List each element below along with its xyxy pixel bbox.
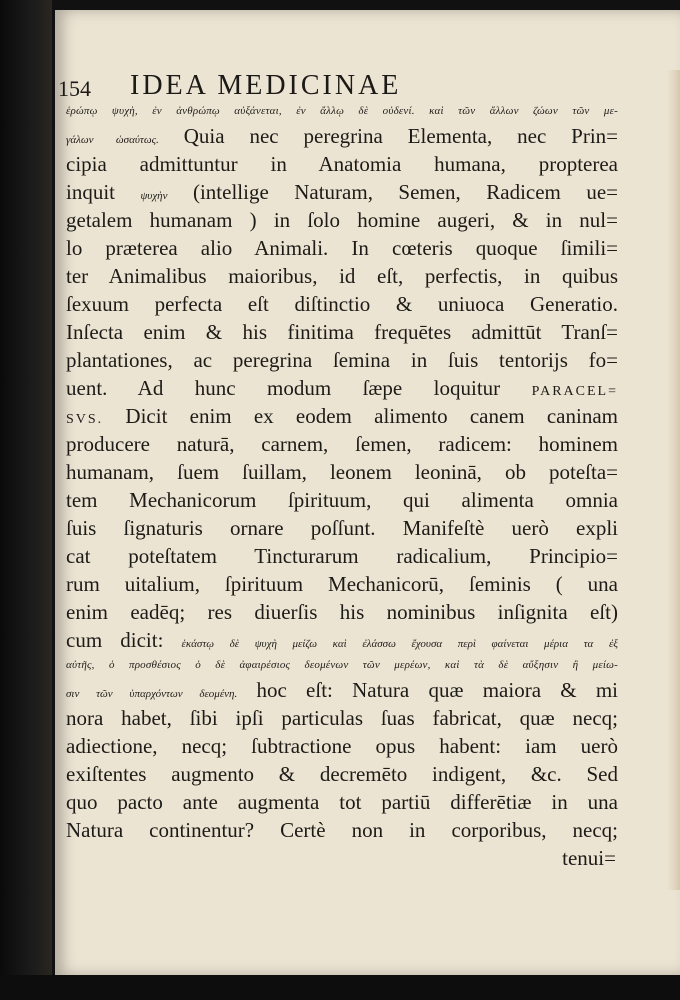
text-line-2 — [66, 122, 618, 150]
text-line-13: producere naturā, carnem, ſemen, radicem: hominem — [66, 432, 618, 456]
text-line-14: humanam, ſuem ſuillam, leonem leoninā, ob poteſta= — [66, 460, 618, 484]
page-bottom-shadow — [0, 975, 680, 1000]
latin-phrase: hoc eſt: Natura quæ maiora & mi — [237, 678, 618, 702]
text-line-11 — [66, 374, 618, 402]
text-line-27: Natura continentur? Certè non in corporibus, necq; — [66, 818, 618, 842]
text-line-4 — [66, 178, 618, 206]
text-line-6: lo præterea alio Animali. In cœteris quoque ſimili= — [66, 236, 618, 260]
page-number: 154 — [58, 76, 91, 101]
latin-phrase: Dicit enim ex eodem alimento canem caninam — [103, 404, 618, 428]
text-line-10: plantationes, ac peregrina ſemina in ſuis tentorijs fo= — [66, 348, 618, 372]
greek-phrase: ἑκάστῳ δὲ ψυχὴ μείζω καὶ ἐλάσσω ἔχουσα περὶ φαίνεται μέρια τα ἐξ — [181, 638, 618, 650]
page-edge-stain — [666, 70, 680, 890]
latin-phrase: Quia nec peregrina Elementa, nec Prin= — [158, 124, 619, 148]
text-line-1: ἑρώπῳ ψυχὴ, ἐν ἀνθρώπῳ αὐξάνεται, ἐν ἄλλῳ δὲ οὐδενί. καὶ τῶν ἄλλων ζώων τῶν με- — [66, 105, 618, 117]
text-line-12 — [66, 402, 618, 430]
catchword: tenui= — [562, 846, 616, 870]
book-spine-shadow — [0, 0, 52, 1000]
text-line-26: quo pacto ante augmenta tot partiū differētiæ in una — [66, 790, 618, 814]
text-line-23: nora habet, ſibi ipſi particulas ſuas fabricat, quæ necq; — [66, 706, 618, 730]
greek-phrase: ψυχὴν — [140, 190, 168, 202]
latin-phrase: uent. Ad hunc modum ſæpe loquitur — [66, 376, 532, 400]
text-line-25: exiſtentes augmento & decremēto indigent, &c. Sed — [66, 762, 618, 786]
text-line-8: ſexuum perfecta eſt diſtinctio & uniuoca Generatio. — [66, 292, 618, 316]
author-name-caps: PARACEL= — [531, 384, 618, 399]
latin-phrase: (intellige Naturam, Semen, Radicem ue= — [167, 180, 618, 204]
text-line-24: adiectione, necq; ſubtractione opus habent: iam uerò — [66, 734, 618, 758]
body-text — [66, 100, 618, 872]
text-line-3: cipia admittuntur in Anatomia humana, propterea — [66, 152, 618, 176]
text-line-19: enim eadēq; res diuerſis his nominibus inſignita eſt) — [66, 600, 618, 624]
latin-phrase: cum dicit: — [66, 628, 182, 652]
text-line-7: ter Animalibus maioribus, id eſt, perfectis, in quibus — [66, 264, 618, 288]
text-line-9: Inſecta enim & his finitima frequētes admittūt Tranſ= — [66, 320, 618, 344]
text-line-17: cat poteſtatem Tincturarum radicalium, Principio= — [66, 544, 618, 568]
author-name-caps: SVS. — [66, 412, 104, 427]
text-line-20 — [66, 626, 618, 654]
greek-phrase: σιν τῶν ὑπαρχόντων δεομένη. — [66, 688, 238, 700]
greek-phrase: γάλων ὡσαύτως. — [66, 134, 159, 146]
latin-phrase: inquit — [66, 180, 141, 204]
text-line-22 — [66, 676, 618, 704]
text-line-18: rum uitalium, ſpirituum Mechanicorū, ſeminis ( una — [66, 572, 618, 596]
text-line-21: αὐτῆς, ὁ προσθέσιος ὁ δὲ ἀφαιρέσιος δεομένων τῶν μερέων, καὶ τὰ δὲ αὔξησιν ἢ μείω- — [66, 659, 618, 671]
text-line-15: tem Mechanicorum ſpirituum, qui alimenta omnia — [66, 488, 618, 512]
running-head: IDEA MEDICINAE — [130, 70, 402, 101]
text-line-5: getalem humanam ) in ſolo homine augeri, & in nul= — [66, 208, 618, 232]
text-line-16: ſuis ſignaturis ornare poſſunt. Manifeſtè uerò expli — [66, 516, 618, 540]
